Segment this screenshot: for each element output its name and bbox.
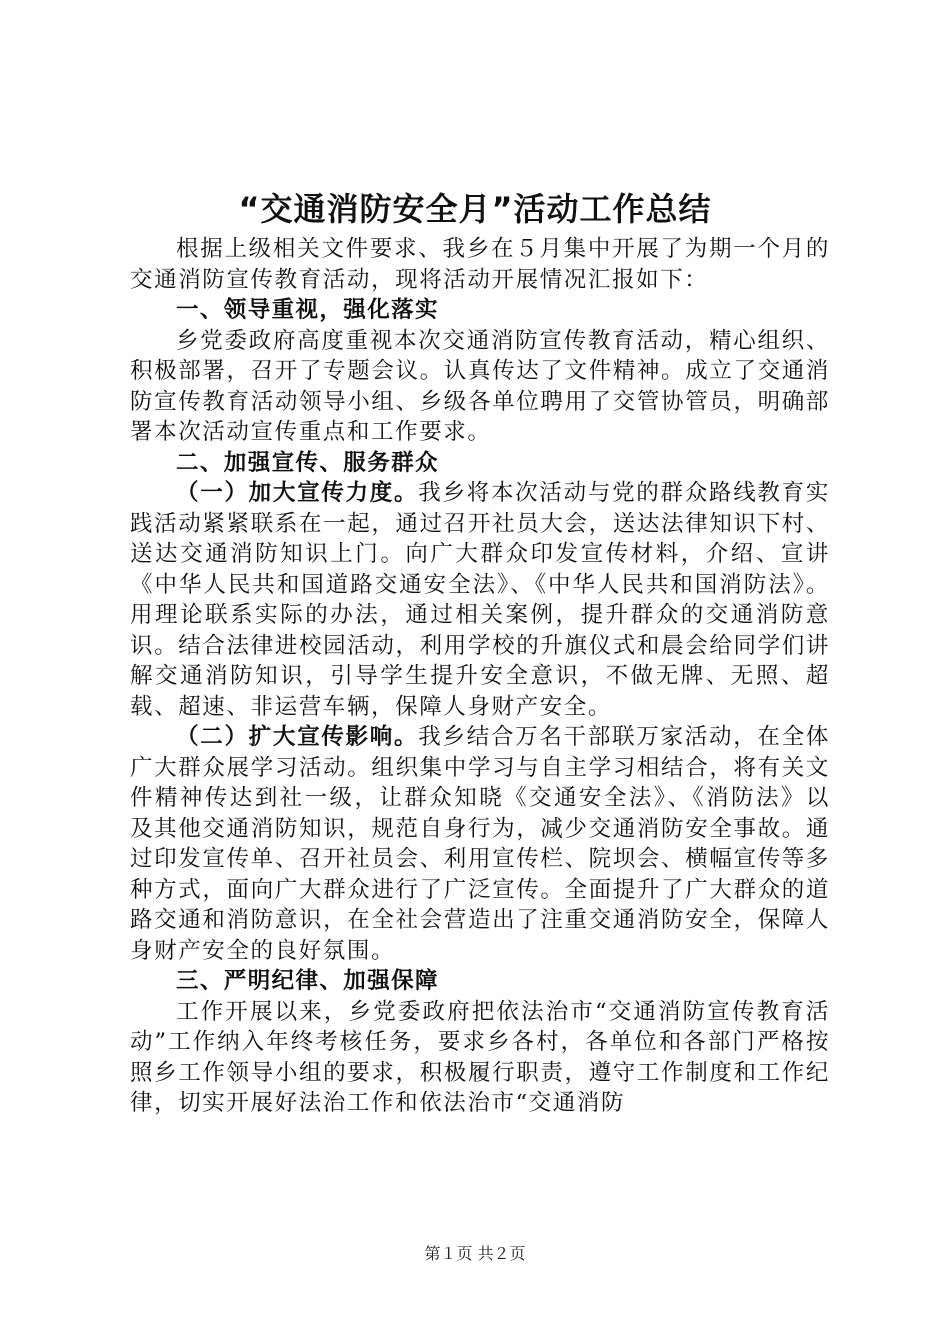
section-2-sub-1-paragraph <box>130 478 830 722</box>
page-number-footer: 第１页 共２页 <box>424 1244 526 1263</box>
document-body <box>130 234 830 1119</box>
section-2-sub-2-text: 我乡结合万名干部联万家活动，在全体广大群众展学习活动。组织集中学习与自主学习相结合，将有关文件精神传达到社一级，让群众知晓《交通安全法》、《消防法》以及其他交通消防知识，规范自身行为，减少交通消防安全事故。通过印发宣传单、召开社员会、利用宣传栏、院坝会、横幅宣传等多种方式，面向广大群众进行了广泛宣传。全面提升了广大群众的道路交通和消防意识，在全社会营造出了注重交通消防安全，保障人身财产安全的良好氛围。 <box>130 724 830 964</box>
document-title: “交通消防安全月”活动工作总结 <box>238 190 712 228</box>
intro-paragraph: 根据上级相关文件要求、我乡在５月集中开展了为期一个月的交通消防宣传教育活动，现将活动开展情况汇报如下： <box>130 236 830 293</box>
section-2-sub-2-paragraph <box>130 722 830 966</box>
section-1-paragraph: 乡党委政府高度重视本次交通消防宣传教育活动，精心组织、积极部署，召开了专题会议。认真传达了文件精神。成立了交通消防宣传教育活动领导小组、乡级各单位聘用了交管协管员，明确部署本次活动宣传重点和工作要求。 <box>130 327 830 445</box>
section-2-sub-1-lead: （一）加大宣传力度。 <box>176 480 419 506</box>
section-3-paragraph: 工作开展以来，乡党委政府把依法治市“交通消防宣传教育活动”工作纳入年终考核任务，要求乡各村，各单位和各部门严格按照乡工作领导小组的要求，积极履行职责，遵守工作制度和工作纪律，切实开展好法治工作和依法治市“交通消防 <box>130 998 830 1116</box>
section-2-sub-1-text: 我乡将本次活动与党的群众路线教育实践活动紧紧联系在一起，通过召开社员大会，送达法律知识下村、送达交通消防知识上门。向广大群众印发宣传材料，介绍、宣讲《中华人民共和国道路交通安全法》、《中华人民共和国消防法》。用理论联系实际的办法，通过相关案例，提升群众的交通消防意识。结合法律进校园活动，利用学校的升旗仪式和晨会给同学们讲解交通消防知识，引导学生提升安全意识，不做无牌、无照、超载、超速、非运营车辆，保障人身财产安全。 <box>130 480 830 720</box>
section-1-heading: 一、领导重视，强化落实 <box>176 297 439 323</box>
section-2-sub-2-lead: （二）扩大宣传影响。 <box>176 724 419 750</box>
section-3-heading: 三、严明纪律、加强保障 <box>176 968 439 994</box>
section-2-heading: 二、加强宣传、服务群众 <box>176 449 439 476</box>
